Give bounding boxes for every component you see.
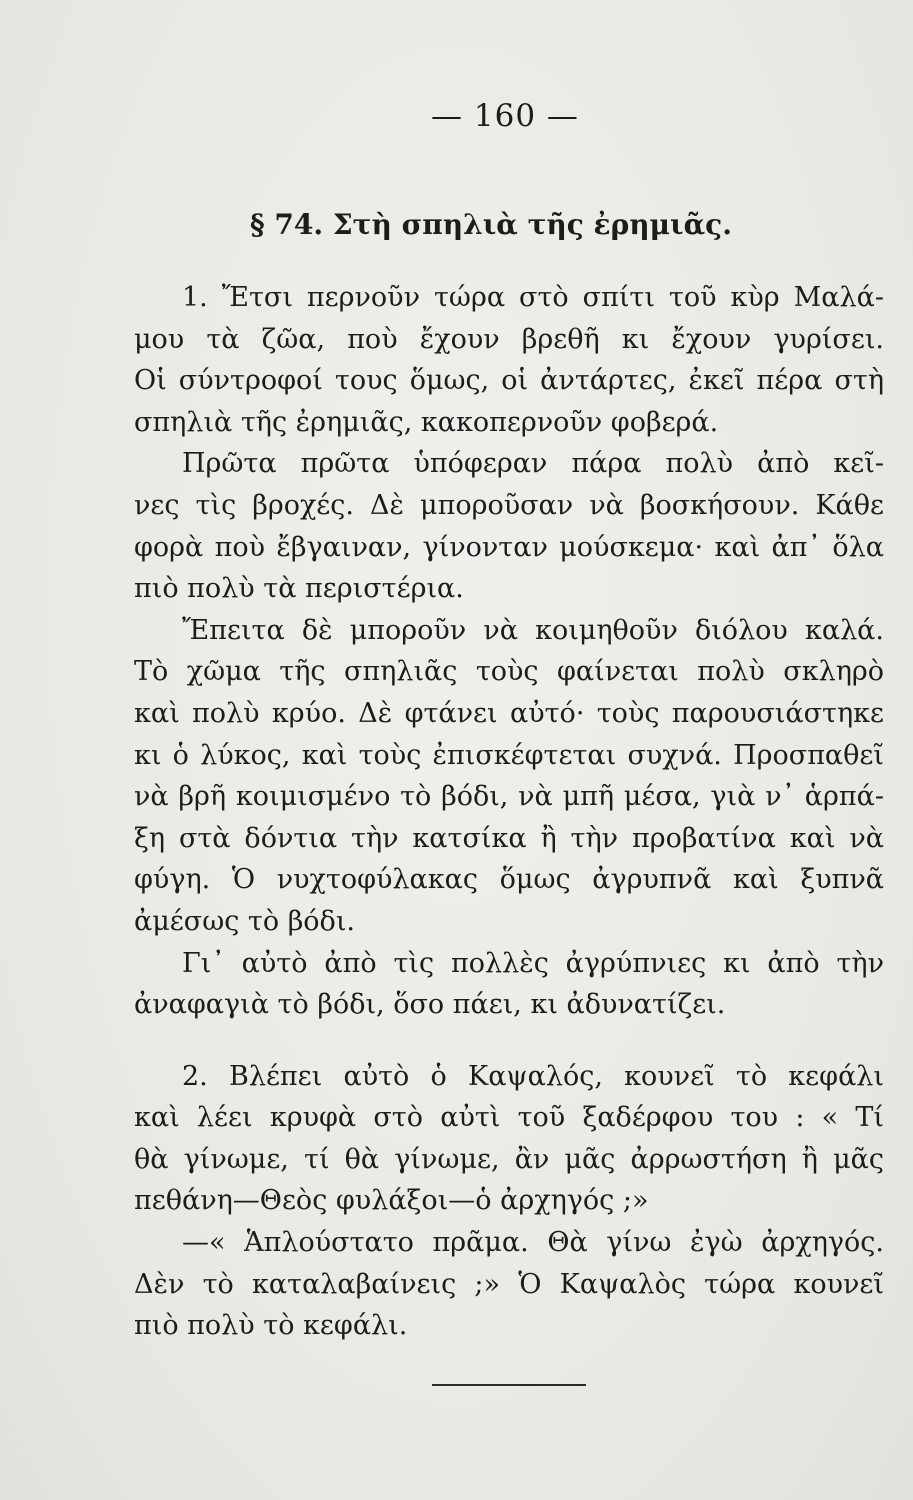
text-line: νες τὶς βροχές. Δὲ μποροῦσαν νὰ βοσκήσουν. Κάθε xyxy=(134,489,884,521)
text-line: φορὰ ποὺ ἔβγαιναν, γίνονταν μούσκεμα· καὶ ἀπ᾽ ὅλα xyxy=(134,531,884,563)
text-line: καὶ λέει κρυφὰ στὸ αὐτὶ τοῦ ξαδέρφου του : « Τί xyxy=(134,1102,884,1134)
text-line: σπηλιὰ τῆς ἐρημιᾶς, κακοπερνοῦν φοβερά. xyxy=(134,406,719,438)
end-rule xyxy=(432,1384,586,1386)
page-number: — 160 — xyxy=(431,98,579,134)
text-line: Ἔπειτα δὲ μποροῦν νὰ κοιμηθοῦν διόλου καλά. xyxy=(182,614,884,646)
text-line: 1. Ἔτσι περνοῦν τώρα στὸ σπίτι τοῦ κὺρ Μαλά- xyxy=(182,282,884,313)
text-line: —« Ἁπλούστατο πρᾶμα. Θὰ γίνω ἐγὼ ἀρχηγός. xyxy=(182,1227,884,1259)
text-line: μου τὰ ζῶα, ποὺ ἔχουν βρεθῆ κι ἔχουν γυρίσει. xyxy=(134,323,884,355)
text-line: φύγη. Ὁ νυχτοφύλακας ὅμως ἀγρυπνᾶ καὶ ξυπνᾶ xyxy=(134,864,884,896)
body-text xyxy=(134,277,884,1347)
text-line: νὰ βρῆ κοιμισμένο τὸ βόδι, νὰ μπῆ μέσα, γιὰ ν᾽ ἁρπά- xyxy=(134,781,884,813)
text-line: καὶ πολὺ κρύο. Δὲ φτάνει αὐτό· τοὺς παρουσιάστηκε xyxy=(134,697,884,729)
text-line: πιὸ πολὺ τὰ περιστέρια. xyxy=(134,573,464,605)
text-line: Τὸ χῶμα τῆς σπηλιᾶς τοὺς φαίνεται πολὺ σκληρὸ xyxy=(134,656,884,688)
text-line: ξη στὰ δόντια τὴν κατσίκα ἢ τὴν προβατίνα καὶ νὰ xyxy=(134,822,884,854)
text-line: θὰ γίνωμε, τί θὰ γίνωμε, ἂν μᾶς ἀρρωστήση ἢ μᾶς xyxy=(134,1143,884,1175)
text-line: πεθάνη—Θεὸς φυλάξοι—ὁ ἀρχηγός ;» xyxy=(134,1185,649,1217)
paragraph-gap xyxy=(134,1026,884,1056)
text-line: Γι᾽ αὐτὸ ἀπὸ τὶς πολλὲς ἀγρύπνιες κι ἀπὸ τὴν xyxy=(182,947,884,979)
text-line: ἀμέσως τὸ βόδι. xyxy=(134,905,355,937)
text-line: κι ὁ λύκος, καὶ τοὺς ἐπισκέφτεται συχνά. Προσπαθεῖ xyxy=(134,739,884,771)
text-line: Πρῶτα πρῶτα ὑπόφεραν πάρα πολὺ ἀπὸ κεῖ- xyxy=(182,448,884,480)
text-line: Οἱ σύντροφοί τους ὅμως, οἱ ἀντάρτες, ἐκεῖ πέρα στὴ xyxy=(134,365,884,397)
section-title: § 74. Στὴ σπηλιὰ τῆς ἐρημιᾶς. xyxy=(250,208,732,241)
text-line: 2. Βλέπει αὐτὸ ὁ Καψαλός, κουνεῖ τὸ κεφάλι xyxy=(182,1060,884,1092)
text-line: Δὲν τὸ καταλαβαίνεις ;» Ὁ Καψαλὸς τώρα κουνεῖ xyxy=(134,1268,884,1300)
text-line: πιὸ πολὺ τὸ κεφάλι. xyxy=(134,1310,408,1342)
text-line: ἀναφαγιὰ τὸ βόδι, ὅσο πάει, κι ἀδυνατίζει. xyxy=(134,989,726,1021)
